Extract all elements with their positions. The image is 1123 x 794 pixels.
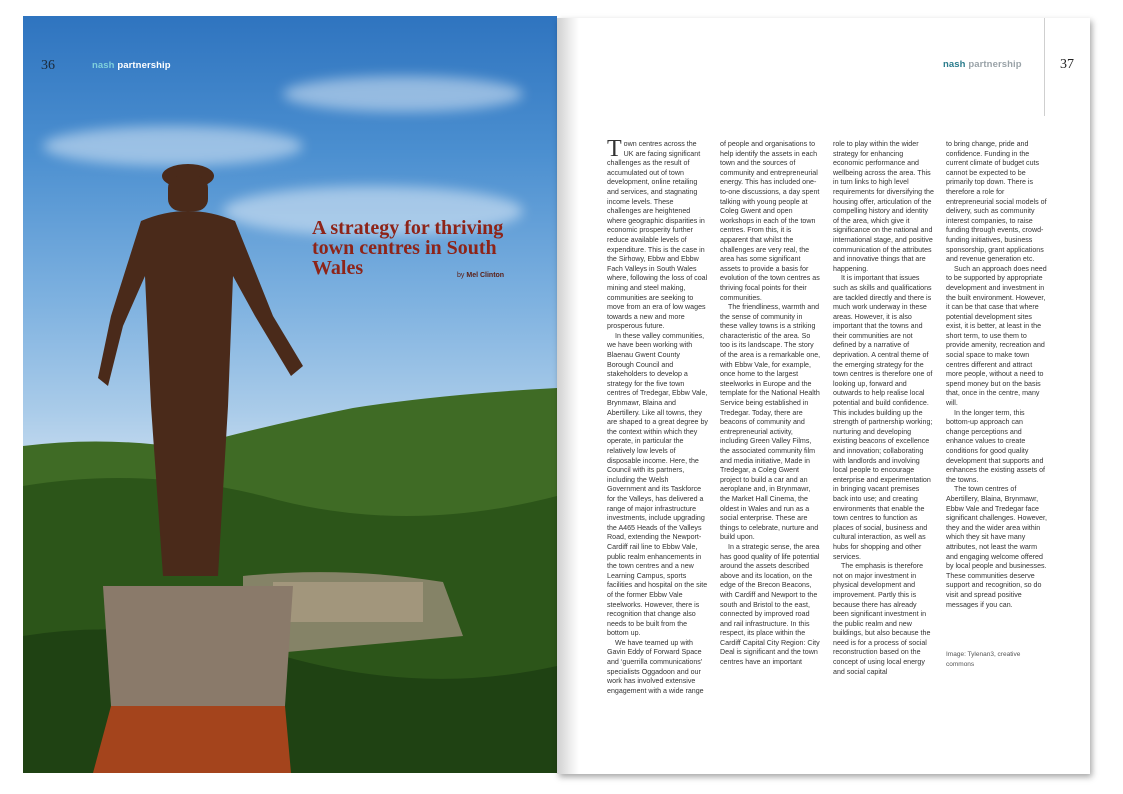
byline-prefix: by [457, 272, 465, 279]
page-divider [1044, 18, 1045, 116]
brand-name-a: nash [943, 59, 966, 70]
statue-photo [23, 16, 557, 773]
article-column-4 [946, 140, 1047, 696]
page-number: 36 [41, 58, 55, 73]
paragraph: In these valley communities, we have been working with Blaenau Gwent County Borough Council and stakeholders to develop a strategy for the five town centres of Tredegar, Ebbw Vale, Brynmawr, Blaina and Abertillery. Like all towns, they are shaped to a great degree by the context within which they operate, in particular the relatively low levels of disposable income. Here, the Council with its partners, including the Welsh Government and its Taskforce for the Valleys, has delivered a range of major infrastructure investments, include upgrading the A465 Heads of the Valleys Road, extending the Newport-Cardiff rail line to Ebbw Vale, public realm enhancements in the town centres and a new Learning Campus, sports facilities and hospital on the site of the former Ebbw Vale steelworks. However, there is recognition that change also needs to be built from the bottom up. [607, 331, 708, 638]
brand-logo [92, 60, 171, 71]
paragraph: We have teamed up with Gavin Eddy of Forward Space and ‘guerrilla communications’ specialists Oggadoon and our work has involved extensive engagement with a wide range [607, 638, 704, 695]
paragraph: It is important that issues such as skills and qualifications are tackled directly and there is much work underway in these areas. However, it is also important that the towns and their communities are not defined by a narrative of deprivation. A central theme of the emerging strategy for the town centres is therefore one of looking up, forward and outwards to help realise local potential and build confidence. This includes building up the strength of partnership working; nurturing and developing existing beacons of excellence and innovation; collaborating with landlords and involving local people to encourage enterprise and experimentation in bringing vacant premises back into use; and creating environments that enable the town centres to function as places of social, business and cultural interaction, as well as hubs for shopping and other services. [833, 274, 933, 561]
drop-cap: T [607, 136, 622, 162]
author-name: Mel Clinton [466, 272, 505, 279]
paragraph: to bring change, pride and confidence. Funding in the current climate of budget cuts cannot be expected to be primarily top down. There is therefore a role for entrepreneurial social models of delivery, such as community interest companies, to raise funding through events, crowd-funding initiatives, business sponsorship, grant applications and revenue generation etc. [946, 140, 1047, 264]
brand-name-b: partnership [117, 60, 171, 71]
paragraph: The town centres of Abertillery, Blaina, Brynmawr, Ebbw Vale and Tredegar face significant challenges. However, they and the wider area within which they sit have many attributes, not least the warm and engaging welcome offered by local people and businesses. These communities deserve support and recognition, so do visit and spread positive messages if you can. [946, 485, 1047, 609]
article-column-1 [607, 136, 708, 696]
article-column-3 [833, 140, 934, 696]
paragraph: In the longer term, this bottom-up approach can change perceptions and enhance values to create conditions for good quality development that supports and enhances the existing assets of the towns. [946, 408, 1045, 484]
paragraph: role to play within the wider strategy for enhancing economic performance and wellbeing across the area. This in turn links to high level requirements for diversifying the housing offer, articulation of the compelling history and identity of the area, which give it significance on the national and international stage, and positive communication of the attributes and innovative things that are happening. [833, 140, 934, 273]
photo-page [23, 16, 557, 773]
paragraph: of people and organisations to help identify the assets in each town and the sources of community and entrepreneurial energy. This has included one-to-one discussions, a day spent talking with young people at Coleg Gwent and open workshops in each of the town centres. From this, it is apparent that whilst the challenges are very real, the area has some significant assets to provide a basis for evolution of the town centres as thriving focal points for their communities. [720, 140, 820, 302]
brand-logo [943, 59, 1022, 70]
article-byline [457, 272, 504, 279]
brand-name-b: partnership [968, 59, 1022, 70]
article-body [607, 136, 1047, 696]
page-number: 37 [1060, 57, 1074, 72]
page-gutter [557, 18, 579, 774]
article-column-2 [720, 140, 821, 696]
article-title: A strategy for thriving town centres in South Wales [312, 217, 504, 279]
paragraph: The emphasis is therefore not on major investment in physical development and improvement. Partly this is because there has already been significant investment in the public realm and new buildings, but also because the need is for a process of social reconstruction based on the concept of using local energy and social capital [833, 562, 931, 676]
paragraph: Town centres across the UK are facing significant challenges as the result of accumulated out of town development, online retailing and services, and stagnating income levels. These challenges are heightened where geographic disparities in economic prosperity further reduce available levels of expenditure. This is the case in the Sirhowy, Ebbw and Ebbw Fach Valleys in South Wales where, following the loss of coal mining and steel making, communities are seeking to move from an era of low wages towards a new and more prosperous future. [607, 136, 708, 331]
paragraph: Such an approach does need to be supported by appropriate development and investment in the built environment. However, it can be that case that where potential development sites exist, it is better, at least in the short term, to use them to provide amenity, recreation and social space to make town centres different and attract more people, without a need to spend money but on the basis that, once in the centre, many will. [946, 264, 1047, 408]
paragraph: The friendliness, warmth and the sense of community in these valley towns is a striking characteristic of the area. So too is its landscape. The story of the area is a remarkable one, with Ebbw Vale, for example, once home to the largest steelworks in Europe and the template for the National Health Service being established in Tredegar. Today, there are beacons of community and entrepreneurial activity, including Green Valley Films, the associated community film and media initiative, Made in Tredegar, a Coleg Gwent project to build a car and an aeroplane and, in Brynmawr, the Market Hall Cinema, the oldest in Wales and run as a social enterprise. These are things to celebrate, nurture and build upon. [720, 303, 821, 542]
paragraph: In a strategic sense, the area has good quality of life potential around the assets described above and its location, on the edge of the Brecon Beacons, with Cardiff and Newport to the south and Bristol to the east, connected by improved road and rail infrastructure. In this respect, its place within the Cardiff Capital City Region: City Deal is significant and the town centres have an important [720, 542, 820, 667]
image-credit: Image: Tylenan3, creative commons [946, 651, 1021, 668]
brand-name-a: nash [92, 60, 115, 71]
